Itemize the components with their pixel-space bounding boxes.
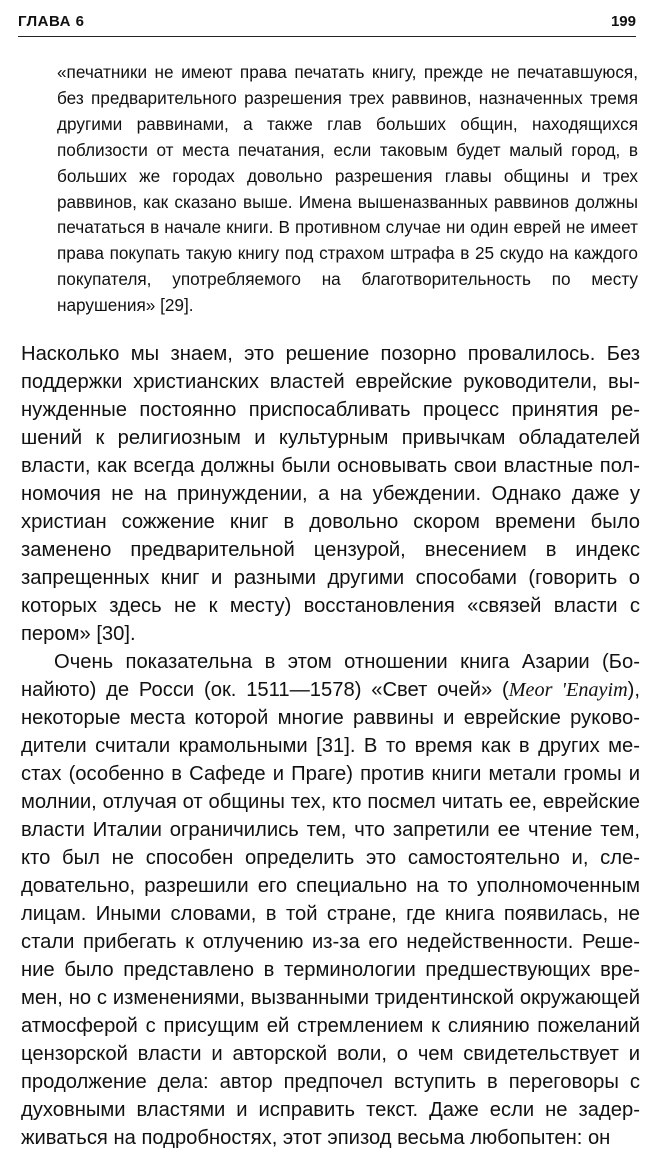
paragraph-2 — [21, 648, 640, 1152]
main-text — [21, 340, 640, 1152]
quote-paragraph: «печатники не имеют права печатать книгу, прежде не печатавшуюся, без предварительного разрешения трех раввинов, назначенных тремя другими раввинами, а также глав больших общин, находящихся поблизости от места печатания, если таковым будет малый город, в больших же городах довольно разрешения главы общины и трех раввинов, как сказано выше. Имена вышеназванных раввинов должны печататься в начале книги. В противном случае ни один еврей не имеет права покупать такую книгу под страхом штрафа в 25 скудо на каждого покупателя, употребляемого на благотворительность по месту нарушения» [29]. — [57, 62, 638, 316]
block-quote — [57, 60, 638, 319]
paragraph-2-rest: ), некоторые места которой многие раввины и еврейские руководители считали крамольными [31]. В то время как в других местах (особенно в Сафеде и Праге) против книги метали громы и молнии, отлучая от общины тех, кто посмел читать ее, еврейские власти Италии ограничились тем, что запретили ее чтение тем, кто был не способен определить это самостоятельно и, следовательно, разрешили его специально на то уполномоченным лицам. Иными словами, в той стране, где книга появилась, не стали прибегать к отлучению из-за его недейственности. Решение было представлено в терминологии предшествующих времен, но с изменениями, вызванными тридентинской окружающей атмосферой с присущим ей стремлением к слиянию пожеланий цензорской власти и авторской воли, о чем свидетельствует и продолжение дела: автор предпочел вступить в переговоры с духовными властями и исправить текст. Даже если не задерживаться на подробностях, этот эпизод весьма любопытен: он — [21, 679, 640, 1149]
paragraph-2-start: Очень показательна в этом отношении книга Азарии (Бонайюто) де Росси (ок. 1511—1578) «Свет очей» ( — [21, 651, 640, 701]
chapter-title: ГЛАВА 6 — [18, 13, 85, 30]
running-header — [18, 12, 636, 37]
page-number: 199 — [610, 13, 636, 30]
book-title-italic: Meor 'Enayim — [508, 679, 628, 701]
paragraph-1: Насколько мы знаем, это решение позорно провалилось. Без поддержки христианских властей еврейские руководители, вынужденные постоянно приспосабливать процесс принятия решений к религиозным и культурным привычкам обладателей власти, как всегда должны были основывать свои властные полномочия не на принуждении, а на убеждении. Однако даже у христиан сожжение книг в довольно скором времени было заменено предварительной цензурой, внесением в индекс запрещенных книг и разными другими способами (говорить о которых здесь не к месту) восстановления «связей власти с пером» [30]. — [21, 343, 640, 645]
